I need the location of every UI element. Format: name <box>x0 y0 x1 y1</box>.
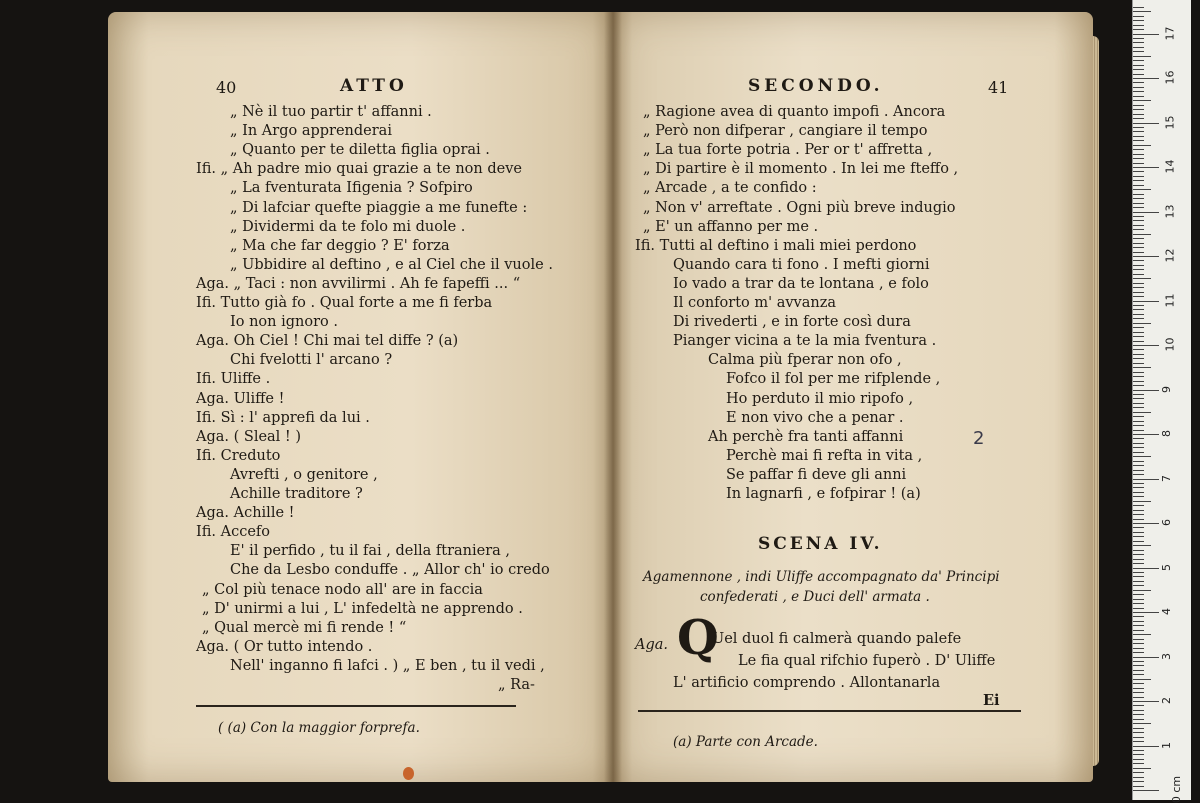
left-line: Nell' inganno fi lafci . ) „ E ben , tu il vedi , <box>230 657 545 674</box>
ruler-tick <box>1133 225 1144 226</box>
left-line: E' il perfido , tu il fai , della ftraniera , <box>230 543 511 560</box>
ruler-tick <box>1133 171 1144 172</box>
ruler-tick <box>1133 7 1144 8</box>
ruler-tick <box>1133 688 1144 689</box>
ruler-tick <box>1133 327 1144 328</box>
right-line: Ifi. Tutti al deftino i mali miei perdono <box>635 237 917 254</box>
ruler-tick <box>1133 425 1144 426</box>
ruler-tick <box>1133 572 1144 573</box>
speech-line-1: Uel duol fi calmerà quando palefe <box>712 631 962 647</box>
ruler-tick <box>1133 728 1144 729</box>
ruler-tick <box>1133 363 1144 364</box>
ruler-tick <box>1133 65 1144 66</box>
ruler-tick <box>1133 412 1151 413</box>
ruler-tick <box>1133 292 1144 293</box>
ruler-label: 16 <box>1163 70 1177 85</box>
ruler-label: 11 <box>1163 293 1177 307</box>
ruler-tick <box>1133 723 1151 724</box>
ruler-tick <box>1133 768 1151 769</box>
ruler-tick <box>1133 496 1144 497</box>
right-line: Calma più fperar non ofo , <box>708 352 902 369</box>
ruler-tick <box>1133 438 1144 439</box>
left-line: „ Quanto per te diletta figlia oprai . <box>230 142 490 159</box>
ruler-tick <box>1133 385 1144 386</box>
ruler-tick <box>1133 34 1159 35</box>
ruler-tick <box>1133 612 1159 613</box>
left-running-header: ATTO <box>340 76 408 96</box>
ruler-tick <box>1133 149 1144 150</box>
ruler-tick <box>1133 216 1144 217</box>
ruler-tick <box>1133 447 1144 448</box>
ruler-label: 9 <box>1160 385 1173 393</box>
right-line: Io vado a trar da te lontana , e folo <box>673 275 929 292</box>
ruler-tick <box>1133 599 1144 600</box>
ruler-tick <box>1133 87 1144 88</box>
ruler-tick <box>1133 390 1159 391</box>
left-line: „ Nè il tuo partir t' affanni . <box>230 104 432 120</box>
ruler-tick <box>1133 301 1159 302</box>
ruler-tick <box>1133 501 1151 502</box>
ruler-tick <box>1133 180 1144 181</box>
ruler-tick <box>1133 260 1144 261</box>
ruler-tick <box>1133 576 1144 577</box>
right-line: In lagnarfi , e fofpirar ! (a) <box>726 486 921 502</box>
ruler-tick <box>1133 283 1144 284</box>
ruler-tick <box>1133 305 1144 306</box>
left-page <box>108 12 613 782</box>
ruler-tick <box>1133 777 1144 778</box>
left-line: Achille traditore ? <box>230 486 363 502</box>
ruler-tick <box>1133 51 1144 52</box>
ruler-tick <box>1133 265 1144 266</box>
ruler-label: 15 <box>1163 115 1177 129</box>
ruler-tick <box>1133 82 1144 83</box>
right-running-header: SECONDO. <box>748 76 884 96</box>
ruler-tick <box>1133 145 1151 146</box>
left-line: Ifi. Creduto <box>196 447 281 464</box>
ruler-tick <box>1133 541 1144 542</box>
ruler-tick <box>1133 60 1144 61</box>
left-line: Aga. Uliffe ! <box>196 390 285 407</box>
left-line: Io non ignoro . <box>230 314 338 331</box>
right-line: „ Arcade , a te confido : <box>643 180 817 197</box>
ruler-tick <box>1133 74 1144 75</box>
ruler-tick <box>1133 109 1144 110</box>
ruler-tick <box>1133 158 1144 159</box>
ruler-tick <box>1133 634 1151 635</box>
ruler-tick <box>1133 492 1144 493</box>
ruler-label: 17 <box>1163 26 1177 40</box>
ruler-tick <box>1133 336 1144 337</box>
ruler-tick <box>1133 714 1144 715</box>
ruler-tick <box>1133 394 1144 395</box>
ruler-tick <box>1133 100 1151 101</box>
ruler-tick <box>1133 296 1144 297</box>
left-line: Ifi. „ Ah padre mio quai grazie a te non deve <box>196 161 522 178</box>
ruler-label: 8 <box>1160 430 1173 437</box>
ruler-tick <box>1133 781 1144 782</box>
left-line: „ La fventurata Ifigenia ? Sofpiro <box>230 180 473 197</box>
right-line: „ E' un affanno per me . <box>643 218 819 235</box>
ruler-tick <box>1133 212 1159 213</box>
left-line: „ In Argo apprenderai <box>230 123 392 140</box>
ruler-tick <box>1133 608 1144 609</box>
ruler-tick <box>1133 568 1159 569</box>
left-page-number: 40 <box>216 78 237 97</box>
ruler-tick <box>1133 203 1144 204</box>
scene-intro-line-2: confederati , e Duci dell' armata . <box>700 589 930 605</box>
ruler-tick <box>1133 252 1144 253</box>
ruler-tick <box>1133 563 1144 564</box>
scene-intro-line-1: Agamennone , indi Uliffe accompagnato da' Principi <box>643 569 1000 585</box>
ruler-tick <box>1133 585 1144 586</box>
ruler-tick <box>1133 523 1159 524</box>
ruler-tick <box>1133 105 1144 106</box>
pencil-margin-mark: 2 <box>973 428 985 449</box>
ruler-tick <box>1133 790 1159 791</box>
ruler-tick <box>1133 114 1144 115</box>
ruler-tick <box>1133 581 1144 582</box>
ruler-tick <box>1133 772 1144 773</box>
ruler-tick <box>1133 532 1144 533</box>
right-line: Quando cara ti fono . I mefti giorni <box>673 256 930 273</box>
ruler-tick <box>1133 465 1144 466</box>
ruler-label: 0 cm <box>1170 775 1184 803</box>
ruler-tick <box>1133 11 1151 12</box>
ruler-tick <box>1133 746 1159 747</box>
right-line: „ Di partire è il momento . In lei me fteffo , <box>643 161 959 178</box>
left-line: Aga. Achille ! <box>196 505 295 522</box>
speech-line-3: L' artificio comprendo . Allontanarla <box>673 675 941 691</box>
ruler-tick <box>1133 430 1144 431</box>
ruler-tick <box>1133 278 1151 279</box>
ruler-tick <box>1133 648 1144 649</box>
ruler-tick <box>1133 189 1151 190</box>
right-footnote: (a) Parte con Arcade. <box>673 734 818 750</box>
ruler-tick <box>1133 69 1144 70</box>
ruler-tick <box>1133 372 1144 373</box>
ruler-tick <box>1133 381 1144 382</box>
ruler-tick <box>1133 603 1144 604</box>
ruler-tick <box>1133 96 1144 97</box>
ruler-tick <box>1133 376 1144 377</box>
ruler-tick <box>1133 123 1159 124</box>
right-line: „ Però non difperar , cangiare il tempo <box>643 123 928 140</box>
right-line: „ Ragione avea di quanto impofi . Ancora <box>643 104 946 120</box>
left-line: Che da Lesbo conduffe . „ Allor ch' io credo <box>230 562 550 579</box>
left-line: Avrefti , o genitore , <box>230 466 378 483</box>
ruler-tick <box>1133 474 1144 475</box>
ink-stain <box>403 767 414 780</box>
ruler-tick <box>1133 750 1144 751</box>
ruler-tick <box>1133 545 1151 546</box>
ruler-tick <box>1133 323 1151 324</box>
left-line: „ Ra- <box>498 677 535 693</box>
ruler-tick <box>1133 643 1144 644</box>
right-page-number: 41 <box>988 78 1009 97</box>
ruler-tick <box>1133 536 1144 537</box>
speech-line-2: Le fia qual rifchio fuperò . D' Uliffe <box>738 653 996 669</box>
ruler-tick <box>1133 510 1144 511</box>
ruler-tick <box>1133 657 1159 658</box>
ruler-tick <box>1133 358 1144 359</box>
ruler-tick <box>1133 692 1144 693</box>
ruler-tick <box>1133 247 1144 248</box>
right-line: Ah perchè fra tanti affanni <box>708 428 904 445</box>
scene-title: SCENA IV. <box>758 534 883 554</box>
ruler-tick <box>1133 697 1144 698</box>
ruler-tick <box>1133 118 1144 119</box>
ruler-tick <box>1133 421 1144 422</box>
ruler-tick <box>1133 665 1144 666</box>
ruler-tick <box>1133 741 1144 742</box>
ruler-tick <box>1133 25 1144 26</box>
ruler-label: 14 <box>1163 159 1177 174</box>
ruler-tick <box>1133 367 1151 368</box>
right-page <box>613 12 1093 782</box>
ruler-tick <box>1133 287 1144 288</box>
ruler-tick <box>1133 220 1144 221</box>
speech-speaker: Aga. <box>635 637 669 653</box>
ruler-tick <box>1133 185 1144 186</box>
ruler-label: 12 <box>1163 248 1177 263</box>
ruler-tick <box>1133 229 1144 230</box>
ruler-tick <box>1133 701 1159 702</box>
ruler-label: 4 <box>1160 608 1173 615</box>
right-line: „ La tua forte potria . Per or t' affretta , <box>643 142 933 159</box>
ruler-tick <box>1133 238 1144 239</box>
ruler-tick <box>1133 416 1144 417</box>
book-gutter <box>604 12 622 782</box>
footnote-rule-left <box>196 705 516 707</box>
ruler-tick <box>1133 269 1144 270</box>
left-line: „ Di lafciar quefte piaggie a me funefte : <box>230 199 528 216</box>
ruler-tick <box>1133 621 1144 622</box>
ruler-tick <box>1133 754 1144 755</box>
ruler-tick <box>1133 131 1144 132</box>
left-line: „ Ubbidire al deftino , e al Ciel che il vuole . <box>230 256 553 273</box>
open-book <box>108 12 1098 792</box>
ruler-tick <box>1133 514 1144 515</box>
ruler-label: 13 <box>1163 204 1177 218</box>
ruler-tick <box>1133 198 1144 199</box>
ruler-tick <box>1133 470 1144 471</box>
ruler-tick <box>1133 737 1144 738</box>
ruler-tick <box>1133 559 1144 560</box>
ruler-label: 6 <box>1160 519 1173 526</box>
ruler-tick <box>1133 732 1144 733</box>
ruler-tick <box>1133 594 1144 595</box>
ruler-tick <box>1133 345 1159 346</box>
ruler-label: 5 <box>1160 563 1173 571</box>
ruler-tick <box>1133 630 1144 631</box>
right-line: Il conforto m' avvanza <box>673 295 836 311</box>
ruler-tick <box>1133 256 1159 257</box>
ruler-tick <box>1133 461 1144 462</box>
right-line: E non vivo che a penar . <box>726 409 904 426</box>
ruler-tick <box>1133 616 1144 617</box>
left-line: Aga. ( Or tutto intendo . <box>196 638 373 655</box>
ruler-tick <box>1133 674 1144 675</box>
ruler-tick <box>1133 407 1144 408</box>
ruler-tick <box>1133 140 1144 141</box>
left-line: Aga. Oh Ciel ! Chi mai tel diffe ? (a) <box>196 333 459 350</box>
right-line: Se paffar fi deve gli anni <box>726 466 907 483</box>
left-line: Aga. „ Taci : non avvilirmi . Ah fe fapeffi ... “ <box>196 275 521 292</box>
ruler-tick <box>1133 78 1159 79</box>
catchword: Ei <box>983 692 1000 709</box>
ruler-tick <box>1133 318 1144 319</box>
left-line: Ifi. Tutto già fo . Qual forte a me fi ferba <box>196 295 493 311</box>
right-line: Pianger vicina a te la mia fventura . <box>673 333 937 350</box>
ruler-tick <box>1133 786 1144 787</box>
ruler-tick <box>1133 527 1144 528</box>
ruler-tick <box>1133 341 1144 342</box>
ruler-tick <box>1133 91 1144 92</box>
ruler-tick <box>1133 234 1151 235</box>
ruler-tick <box>1133 661 1144 662</box>
ruler-tick <box>1133 154 1144 155</box>
ruler-tick <box>1133 683 1144 684</box>
right-line: „ Non v' arreftate . Ogni più breve indugio <box>643 199 956 216</box>
ruler-tick <box>1133 710 1144 711</box>
ruler-tick <box>1133 759 1144 760</box>
ruler-tick <box>1133 705 1144 706</box>
left-line: „ Qual mercè mi fi rende ! “ <box>202 619 407 636</box>
ruler-tick <box>1133 136 1144 137</box>
measuring-ruler <box>1132 0 1191 803</box>
ruler-tick <box>1133 652 1144 653</box>
ruler-tick <box>1133 403 1144 404</box>
ruler-tick <box>1133 194 1144 195</box>
ruler-tick <box>1133 505 1144 506</box>
ruler-tick <box>1133 679 1151 680</box>
ruler-tick <box>1133 554 1144 555</box>
ruler-tick <box>1133 456 1151 457</box>
ruler-tick <box>1133 443 1144 444</box>
left-line: Ifi. Accefo <box>196 524 271 541</box>
ruler-tick <box>1133 38 1144 39</box>
ruler-tick <box>1133 176 1144 177</box>
ruler-tick <box>1133 483 1144 484</box>
ruler-tick <box>1133 314 1144 315</box>
left-line: „ Ma che far deggio ? E' forza <box>230 237 450 254</box>
ruler-tick <box>1133 207 1144 208</box>
drop-cap: Q <box>677 610 719 666</box>
ruler-label: 2 <box>1160 697 1173 704</box>
left-line: „ D' unirmi a lui , L' infedeltà ne apprendo . <box>202 600 523 617</box>
right-line: Di rivederti , e in forte così dura <box>673 314 911 331</box>
left-line: Aga. ( Sleal ! ) <box>196 428 302 445</box>
ruler-label: 7 <box>1160 474 1173 482</box>
left-line: „ Dividermi da te folo mi duole . <box>230 218 466 235</box>
left-footnote: ( (a) Con la maggior forprefa. <box>218 720 420 736</box>
ruler-tick <box>1133 625 1144 626</box>
left-line: Ifi. Sì : l' apprefi da lui . <box>196 409 370 426</box>
ruler-tick <box>1133 719 1144 720</box>
right-line: Ho perduto il mio ripofo , <box>726 390 914 407</box>
ruler-tick <box>1133 20 1144 21</box>
ruler-tick <box>1133 670 1144 671</box>
left-line: Ifi. Uliffe . <box>196 371 271 388</box>
ruler-tick <box>1133 763 1144 764</box>
ruler-tick <box>1133 349 1144 350</box>
ruler-tick <box>1133 487 1144 488</box>
right-line: Perchè mai fi refta in vita , <box>726 447 923 464</box>
ruler-tick <box>1133 16 1144 17</box>
ruler-tick <box>1133 519 1144 520</box>
ruler-label: 3 <box>1160 652 1173 660</box>
ruler-tick <box>1133 47 1144 48</box>
ruler-tick <box>1133 550 1144 551</box>
ruler-tick <box>1133 398 1144 399</box>
ruler-tick <box>1133 56 1151 57</box>
ruler-label: 10 <box>1163 337 1177 352</box>
ruler-tick <box>1133 309 1144 310</box>
right-line: Fofco il fol per me rifplende , <box>726 371 941 388</box>
ruler-tick <box>1133 42 1144 43</box>
ruler-tick <box>1133 590 1151 591</box>
ruler-tick <box>1133 163 1144 164</box>
left-line: Chi fvelotti l' arcano ? <box>230 352 393 369</box>
footnote-rule-right <box>638 710 1021 712</box>
ruler-tick <box>1133 479 1159 480</box>
ruler-tick <box>1133 332 1144 333</box>
ruler-tick <box>1133 434 1159 435</box>
ruler-tick <box>1133 639 1144 640</box>
ruler-tick <box>1133 167 1159 168</box>
ruler-tick <box>1133 354 1144 355</box>
left-line: „ Col più tenace nodo all' are in faccia <box>202 581 483 598</box>
ruler-tick <box>1133 127 1144 128</box>
ruler-tick <box>1133 243 1144 244</box>
ruler-tick <box>1133 274 1144 275</box>
ruler-tick <box>1133 29 1144 30</box>
ruler-tick <box>1133 452 1144 453</box>
ruler-label: 1 <box>1160 741 1173 749</box>
